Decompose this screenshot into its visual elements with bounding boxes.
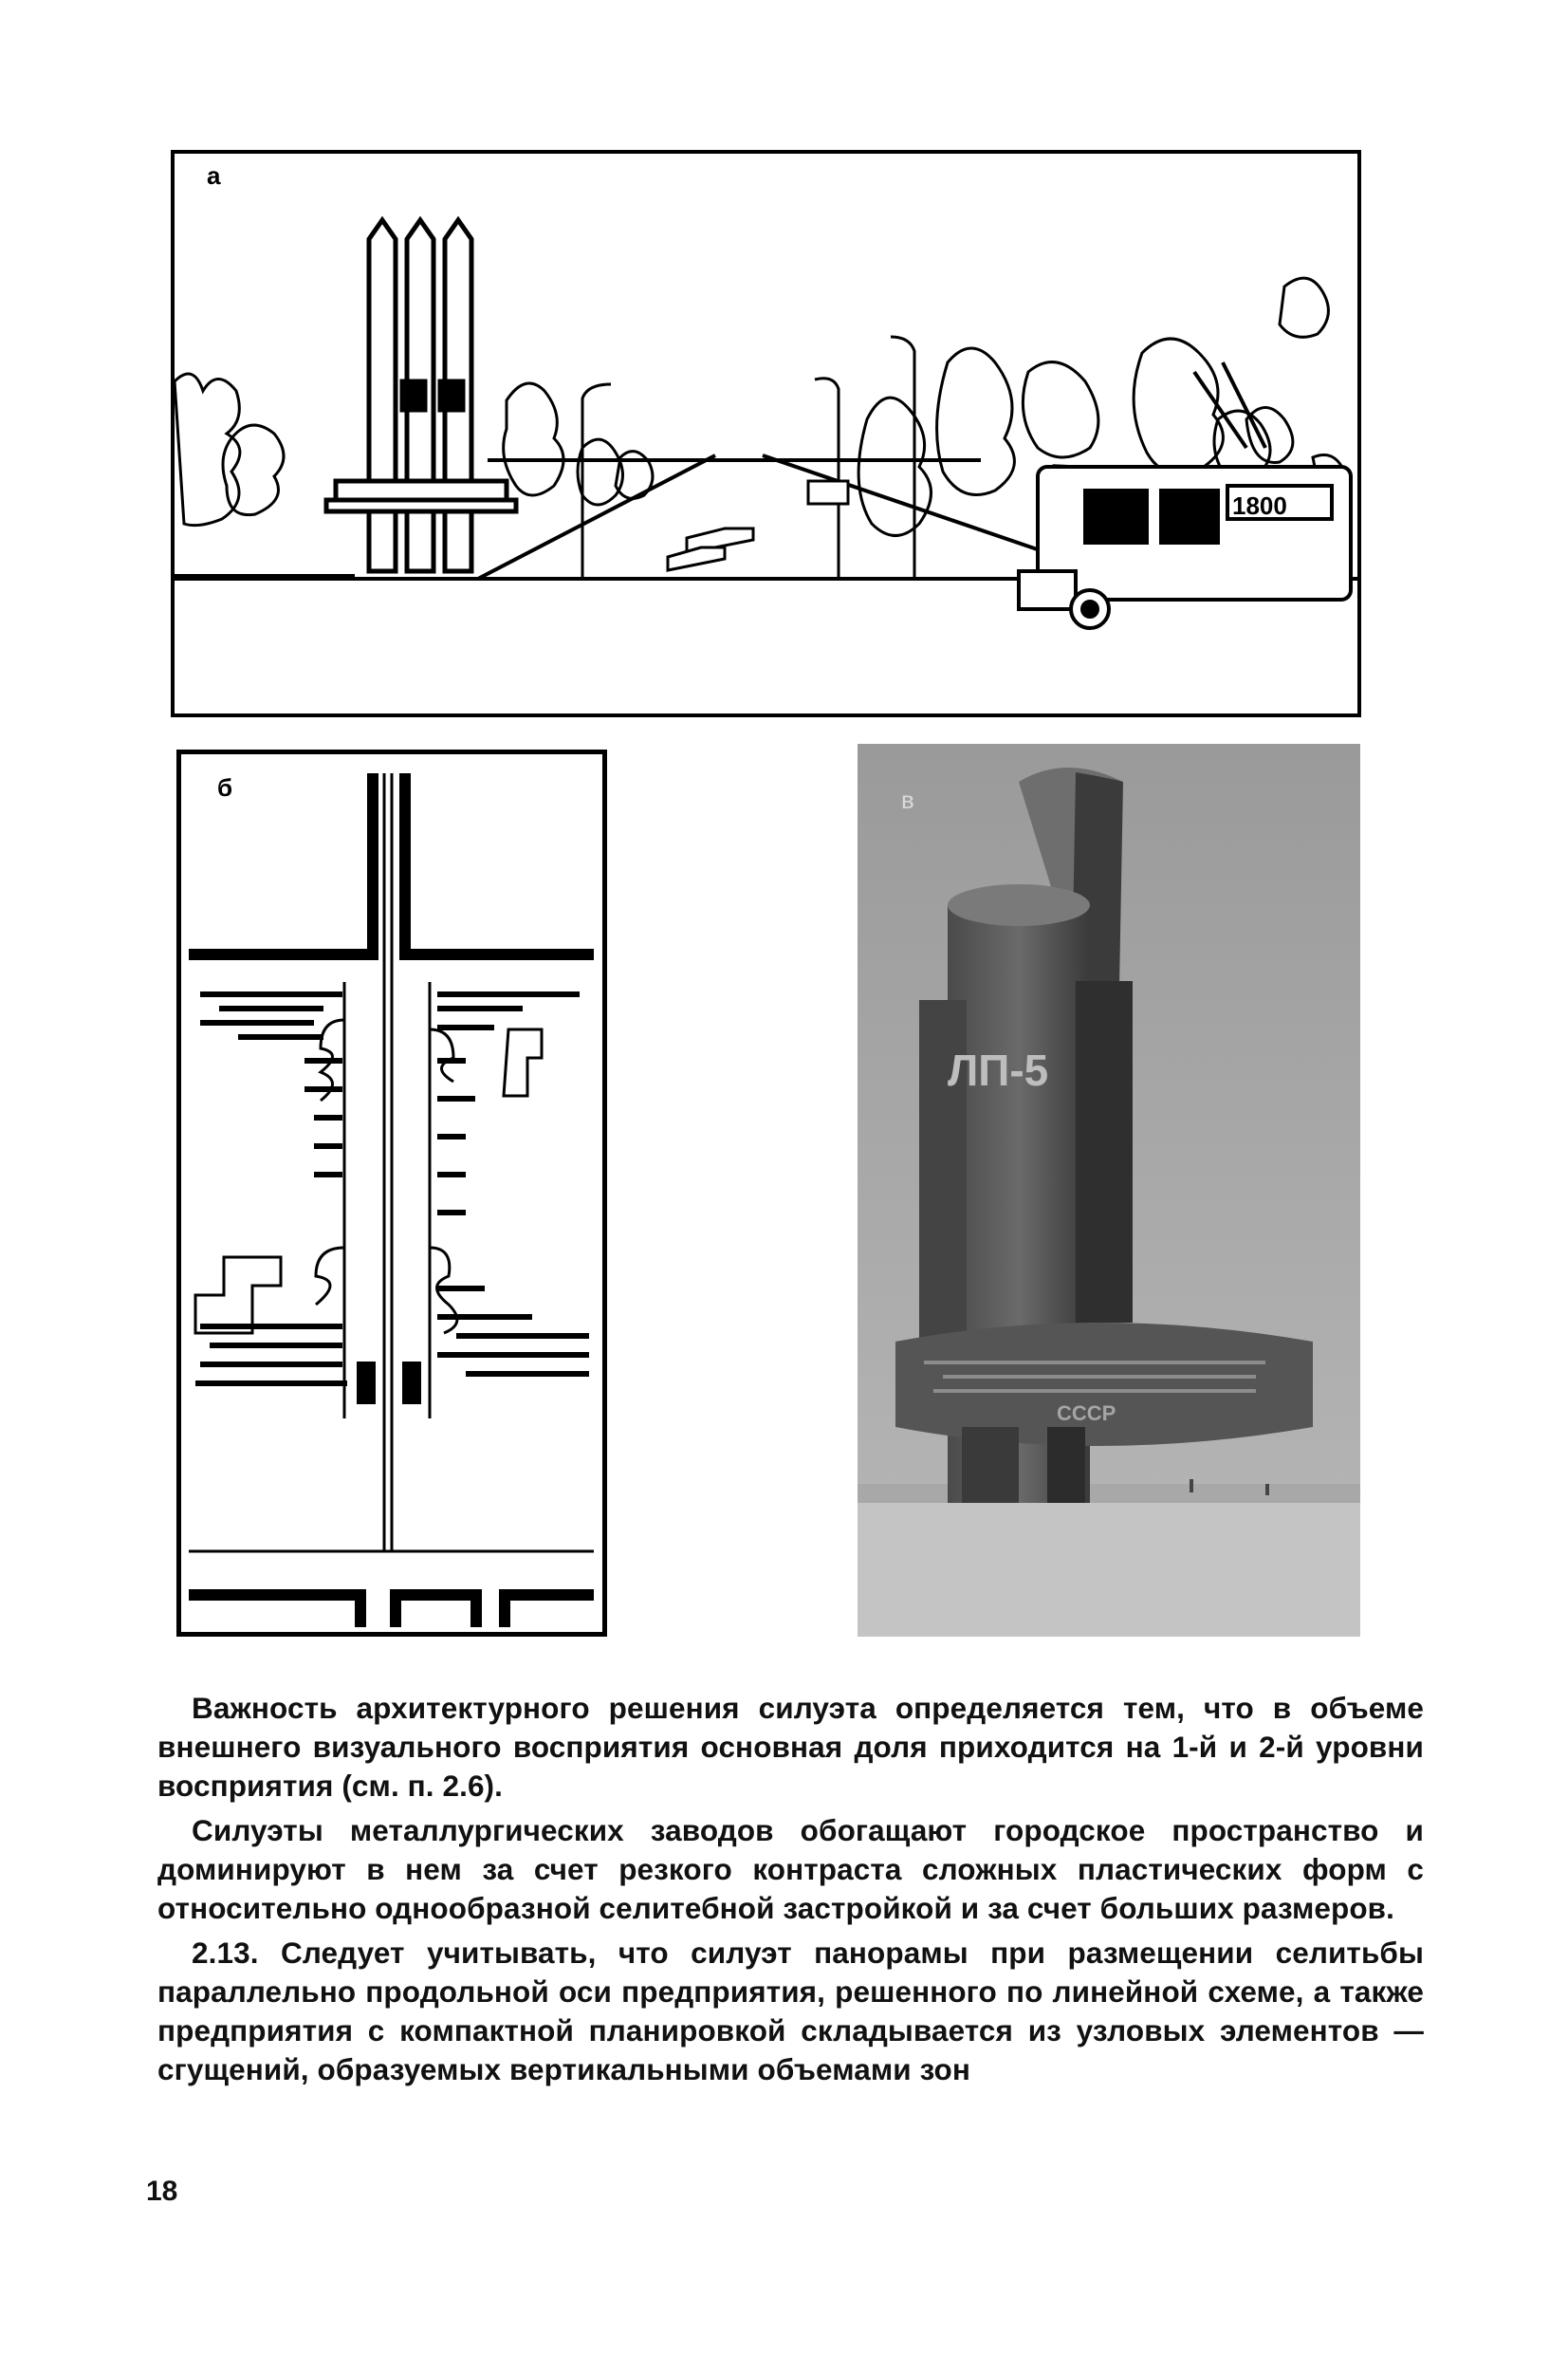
light-poles [582, 337, 914, 579]
section-text: Следует учитывать, что силуэт панорамы при размещении селитьбы параллельно продольной оси предприятия, решенного по линейной схеме, а также предприятия с компактной планировкой складывается из узловых элементов — сгущений, образуемых вертикальными объемами зон [157, 1936, 1424, 2086]
body-text [157, 1689, 1424, 2095]
figure-a-street-perspective [171, 150, 1361, 717]
paragraph-2: Силуэты металлургических заводов обогащают городское пространство и доминируют в нем за счет резкого контраста сложных пластических форм с относительно однообразной селитебной застройкой и за счет больших размеров. [157, 1813, 1424, 1925]
figure-b-plan-scheme [176, 750, 607, 1637]
monument-columns [326, 220, 516, 571]
monument-text: ЛП-5 [948, 1046, 1049, 1095]
bus-number: 1800 [1232, 491, 1287, 520]
plan-drawing [181, 754, 602, 1632]
figure-b-label: б [217, 773, 233, 802]
monument-photo [858, 744, 1360, 1637]
page-number: 18 [146, 2176, 178, 2207]
figure-c-monument-photo [858, 744, 1360, 1637]
trolleybus [1019, 362, 1351, 628]
figure-a-label: а [207, 161, 221, 190]
band-text: СССР [1057, 1401, 1116, 1425]
figure-c-label: в [901, 786, 914, 814]
section-2-13 [157, 1934, 1424, 2089]
section-number: 2.13. [192, 1936, 259, 1970]
street-drawing [175, 154, 1357, 713]
distant-bus [808, 481, 848, 504]
paragraph-1: Важность архитектурного решения силуэта определяется тем, что в объеме внешнего визуального восприятия основная доля приходится на 1-й и 2-й уровни восприятия (см. п. 2.6). [157, 1691, 1424, 1803]
parked-cars [668, 528, 753, 570]
